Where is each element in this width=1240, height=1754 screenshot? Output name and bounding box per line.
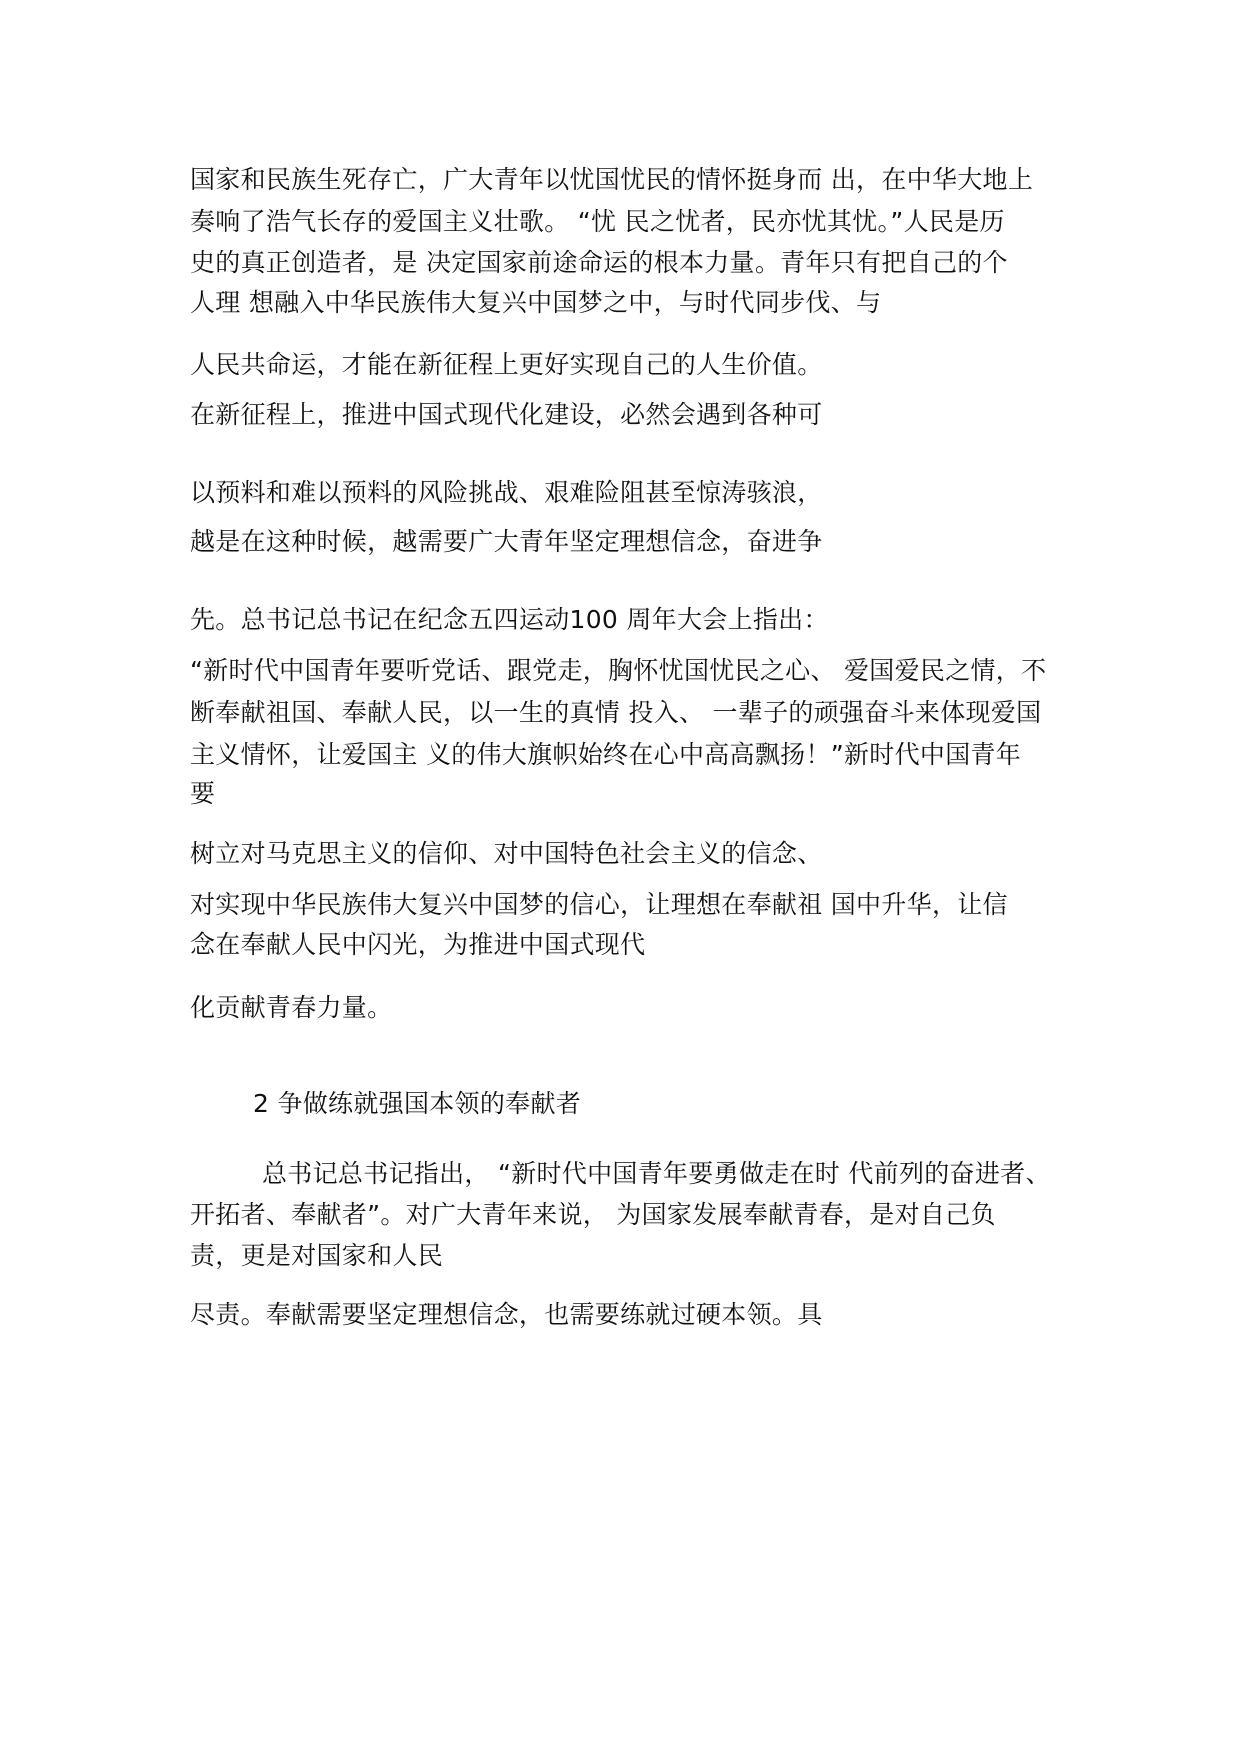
body-text-line: 人理 想融入中华民族伟大复兴中国梦之中，与时代同步伐、与 (190, 288, 882, 317)
body-text-line: 要 (190, 779, 216, 808)
body-text-line: 奏响了浩气长存的爱国主义壮歌。 “忧 民之忧者，民亦忧其忧。”人民是历 (190, 207, 1005, 236)
body-text-line: 以预料和难以预料的风险挑战、艰难险阻甚至惊涛骇浪， (190, 478, 823, 507)
section-heading: 2 争做练就强国本领的奉献者 (253, 1089, 582, 1118)
body-text-line: 人民共命运，才能在新征程上更好实现自己的人生价值。 (190, 350, 823, 379)
body-text-line: 在新征程上，推进中国式现代化建设，必然会遇到各种可 (190, 400, 823, 429)
body-text-line: 尽责。奉献需要坚定理想信念，也需要练就过硬本领。具 (190, 1300, 823, 1329)
quote-text-line: “新时代中国青年要听党话、跟党走，胸怀忧国忧民之心、 爱国爱民之情，不 (190, 656, 1047, 685)
body-text-line: 念在奉献人民中闪光，为推进中国式现代 (190, 930, 646, 959)
body-text-line: 化贡献青春力量。 (190, 993, 393, 1022)
quote-text-line: 断奉献祖国、奉献人民，以一生的真情 投入、 一辈子的顽强奋斗来体现爱国 (190, 698, 1042, 727)
body-text-line: 总书记总书记指出， “新时代中国青年要勇做走在时 代前列的奋进者、 (262, 1159, 1051, 1188)
body-text-line: 越是在这种时候，越需要广大青年坚定理想信念，奋进争 (190, 527, 823, 556)
body-text-line: 对实现中华民族伟大复兴中国梦的信心，让理想在奉献祖 国中升华，让信 (190, 890, 1008, 919)
body-text-line: 国家和民族生死存亡，广大青年以忧国忧民的情怀挺身而 出，在中华大地上 (190, 165, 1034, 194)
body-text-line: 开拓者、奉献者”。对广大青年来说， 为国家发展奉献青春，是对自己负 (190, 1200, 996, 1229)
quote-text-line: 主义情怀，让爱国主 义的伟大旗帜始终在心中高高飘扬！”新时代中国青年 (190, 740, 1022, 769)
body-text-line: 史的真正创造者，是 决定国家前途命运的根本力量。青年只有把自己的个 (190, 248, 1008, 277)
body-text-line: 责，更是对国家和人民 (190, 1241, 444, 1270)
body-text-line: 先。总书记总书记在纪念五四运动100 周年大会上指出： (190, 605, 829, 634)
body-text-line: 树立对马克思主义的信仰、对中国特色社会主义的信念、 (190, 839, 823, 868)
